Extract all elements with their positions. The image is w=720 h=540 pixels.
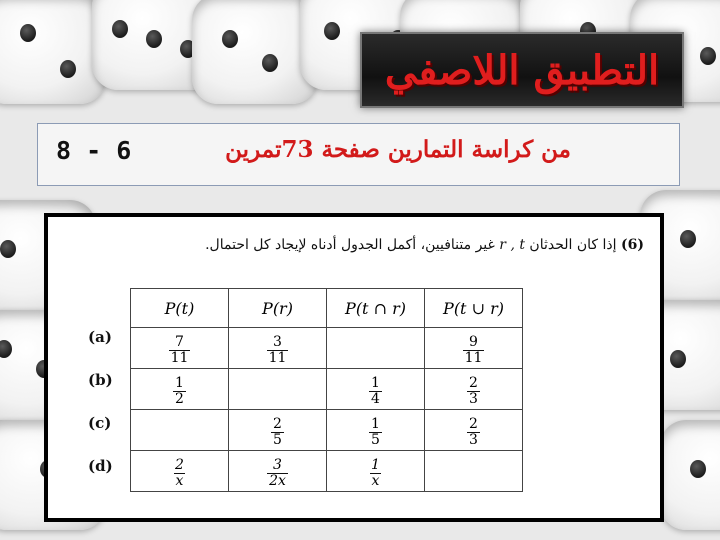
table-cell <box>131 328 229 369</box>
table-header-row <box>131 289 523 328</box>
fraction <box>169 335 191 366</box>
table-cell <box>131 451 229 492</box>
fraction-denominator: 3 <box>469 390 478 407</box>
exercise-panel <box>44 213 664 522</box>
fraction <box>463 335 485 366</box>
row-label-b: (b) <box>88 371 113 389</box>
fraction-numerator: 1 <box>371 415 380 432</box>
fraction <box>369 376 382 407</box>
table-row <box>131 369 523 410</box>
subtitle-bar <box>37 123 680 186</box>
page-range: 8 - 6 <box>56 136 132 165</box>
fraction-denominator: 4 <box>371 390 380 407</box>
fraction <box>267 335 289 366</box>
question-variables: r , t <box>499 237 525 253</box>
fraction-denominator: 11 <box>268 349 287 366</box>
table-cell <box>229 328 327 369</box>
table-cell <box>229 410 327 451</box>
table-cell <box>327 328 425 369</box>
fraction-denominator: 5 <box>371 431 380 448</box>
fraction-denominator: 2x <box>269 472 286 489</box>
dice-icon <box>660 420 720 530</box>
table-row <box>131 328 523 369</box>
fraction-numerator: 2 <box>175 456 184 473</box>
title-banner <box>360 32 684 108</box>
table-cell <box>229 369 327 410</box>
header-p-intersection: P(t ∩ r) <box>327 289 425 328</box>
fraction-numerator: 2 <box>469 374 478 391</box>
fraction-numerator: 1 <box>371 456 380 473</box>
table-cell <box>425 369 523 410</box>
row-label-a: (a) <box>88 328 112 346</box>
table-cell <box>131 410 229 451</box>
table-row <box>131 451 523 492</box>
table-cell <box>229 451 327 492</box>
fraction <box>173 376 186 407</box>
fraction-denominator: 11 <box>464 349 483 366</box>
table-cell <box>327 369 425 410</box>
table-cell <box>327 451 425 492</box>
fraction-numerator: 1 <box>371 374 380 391</box>
table-cell <box>425 451 523 492</box>
page-title: التطبيق اللاصفي <box>384 46 660 94</box>
fraction-denominator: 5 <box>273 431 282 448</box>
fraction-denominator: 2 <box>175 390 184 407</box>
fraction-denominator: 11 <box>170 349 189 366</box>
fraction <box>467 376 480 407</box>
table-cell <box>131 369 229 410</box>
question-number: (6) <box>621 237 644 253</box>
fraction <box>369 458 382 489</box>
fraction-denominator: x <box>371 472 380 489</box>
table-cell <box>425 410 523 451</box>
fraction-numerator: 7 <box>175 333 184 350</box>
fraction <box>173 458 186 489</box>
header-p-r: P(r) <box>229 289 327 328</box>
fraction <box>271 417 284 448</box>
fraction-numerator: 9 <box>469 333 478 350</box>
question-text <box>205 237 644 253</box>
fraction-denominator: 3 <box>469 431 478 448</box>
table-cell <box>425 328 523 369</box>
fraction <box>267 458 288 489</box>
header-p-union: P(t ∪ r) <box>425 289 523 328</box>
fraction-numerator: 3 <box>273 333 282 350</box>
fraction-numerator: 2 <box>469 415 478 432</box>
fraction-numerator: 2 <box>273 415 282 432</box>
fraction <box>369 417 382 448</box>
exercise-reference: من كراسة التمارين صفحة 73تمرين <box>225 136 571 163</box>
header-p-t: P(t) <box>131 289 229 328</box>
row-label-d: (d) <box>88 457 113 475</box>
question-text-after: غير متنافيين، أكمل الجدول أدناه لإيجاد كل احتمال. <box>205 237 495 253</box>
fraction <box>467 417 480 448</box>
fraction-numerator: 1 <box>175 374 184 391</box>
table-cell <box>327 410 425 451</box>
question-text-before: إذا كان الحدثان <box>529 237 617 253</box>
table-row <box>131 410 523 451</box>
fraction-denominator: x <box>175 472 184 489</box>
fraction-numerator: 3 <box>273 456 282 473</box>
probability-table <box>130 288 523 492</box>
row-label-c: (c) <box>88 414 112 432</box>
dice-icon <box>0 0 106 104</box>
